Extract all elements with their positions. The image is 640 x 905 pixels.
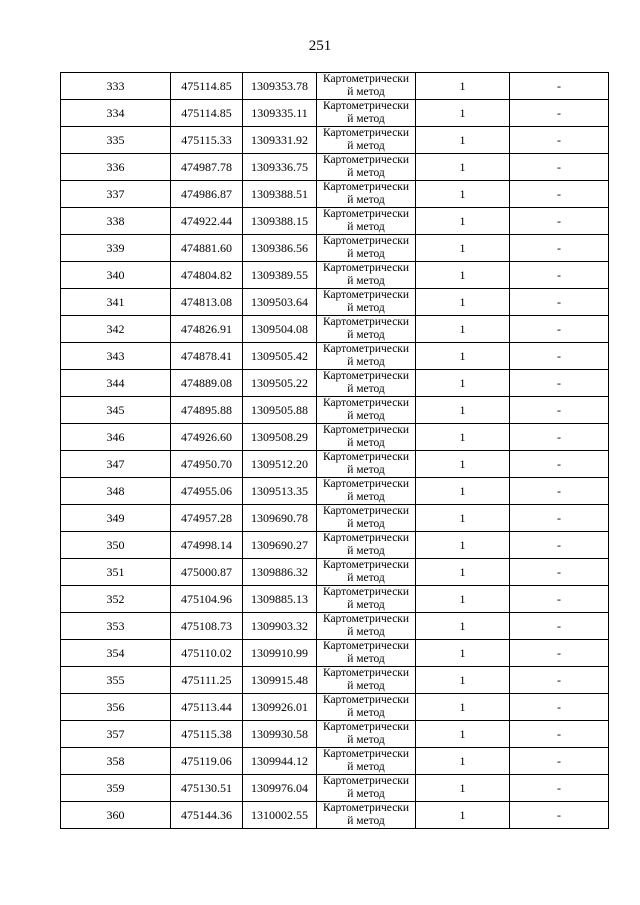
x-coordinate-cell: 474950.70 — [171, 451, 243, 478]
point-number-cell: 343 — [61, 343, 171, 370]
point-number-cell: 356 — [61, 694, 171, 721]
accuracy-cell: 1 — [416, 640, 510, 667]
accuracy-cell: 1 — [416, 208, 510, 235]
method-cell: Картометрически й метод — [317, 802, 416, 829]
note-cell: - — [510, 154, 609, 181]
table-row — [61, 370, 609, 397]
table-row — [61, 802, 609, 829]
note-cell: - — [510, 721, 609, 748]
accuracy-cell: 1 — [416, 559, 510, 586]
method-cell: Картометрически й метод — [317, 559, 416, 586]
y-coordinate-cell: 1309513.35 — [243, 478, 317, 505]
method-cell: Картометрически й метод — [317, 586, 416, 613]
point-number-cell: 360 — [61, 802, 171, 829]
method-cell: Картометрически й метод — [317, 667, 416, 694]
x-coordinate-cell: 474998.14 — [171, 532, 243, 559]
x-coordinate-cell: 475110.02 — [171, 640, 243, 667]
point-number-cell: 355 — [61, 667, 171, 694]
note-cell: - — [510, 397, 609, 424]
x-coordinate-cell: 474922.44 — [171, 208, 243, 235]
y-coordinate-cell: 1309903.32 — [243, 613, 317, 640]
point-number-cell: 347 — [61, 451, 171, 478]
method-cell: Картометрически й метод — [317, 532, 416, 559]
y-coordinate-cell: 1309886.32 — [243, 559, 317, 586]
point-number-cell: 358 — [61, 748, 171, 775]
accuracy-cell: 1 — [416, 316, 510, 343]
accuracy-cell: 1 — [416, 370, 510, 397]
accuracy-cell: 1 — [416, 478, 510, 505]
note-cell: - — [510, 478, 609, 505]
note-cell: - — [510, 505, 609, 532]
x-coordinate-cell: 475114.85 — [171, 73, 243, 100]
y-coordinate-cell: 1309505.42 — [243, 343, 317, 370]
y-coordinate-cell: 1309505.22 — [243, 370, 317, 397]
point-number-cell: 354 — [61, 640, 171, 667]
table-row — [61, 316, 609, 343]
table-row — [61, 505, 609, 532]
y-coordinate-cell: 1309944.12 — [243, 748, 317, 775]
method-cell: Картометрически й метод — [317, 208, 416, 235]
note-cell: - — [510, 181, 609, 208]
table-row — [61, 100, 609, 127]
method-cell: Картометрически й метод — [317, 127, 416, 154]
point-number-cell: 346 — [61, 424, 171, 451]
x-coordinate-cell: 475000.87 — [171, 559, 243, 586]
accuracy-cell: 1 — [416, 289, 510, 316]
x-coordinate-cell: 475114.85 — [171, 100, 243, 127]
method-cell: Картометрически й метод — [317, 289, 416, 316]
method-cell: Картометрически й метод — [317, 613, 416, 640]
table-row — [61, 451, 609, 478]
x-coordinate-cell: 475130.51 — [171, 775, 243, 802]
y-coordinate-cell: 1309690.78 — [243, 505, 317, 532]
note-cell: - — [510, 748, 609, 775]
table-row — [61, 478, 609, 505]
x-coordinate-cell: 475104.96 — [171, 586, 243, 613]
y-coordinate-cell: 1309690.27 — [243, 532, 317, 559]
note-cell: - — [510, 208, 609, 235]
method-cell: Картометрически й метод — [317, 694, 416, 721]
x-coordinate-cell: 475108.73 — [171, 613, 243, 640]
table-row — [61, 235, 609, 262]
point-number-cell: 352 — [61, 586, 171, 613]
note-cell: - — [510, 802, 609, 829]
table-row — [61, 694, 609, 721]
accuracy-cell: 1 — [416, 343, 510, 370]
note-cell: - — [510, 235, 609, 262]
note-cell: - — [510, 694, 609, 721]
note-cell: - — [510, 73, 609, 100]
table-row — [61, 586, 609, 613]
table-row — [61, 424, 609, 451]
x-coordinate-cell: 475119.06 — [171, 748, 243, 775]
x-coordinate-cell: 474957.28 — [171, 505, 243, 532]
coordinates-table — [60, 72, 609, 829]
method-cell: Картометрически й метод — [317, 100, 416, 127]
accuracy-cell: 1 — [416, 100, 510, 127]
point-number-cell: 359 — [61, 775, 171, 802]
y-coordinate-cell: 1309388.51 — [243, 181, 317, 208]
y-coordinate-cell: 1309508.29 — [243, 424, 317, 451]
table-row — [61, 559, 609, 586]
point-number-cell: 341 — [61, 289, 171, 316]
accuracy-cell: 1 — [416, 586, 510, 613]
point-number-cell: 338 — [61, 208, 171, 235]
accuracy-cell: 1 — [416, 424, 510, 451]
point-number-cell: 351 — [61, 559, 171, 586]
y-coordinate-cell: 1309512.20 — [243, 451, 317, 478]
accuracy-cell: 1 — [416, 127, 510, 154]
accuracy-cell: 1 — [416, 73, 510, 100]
point-number-cell: 344 — [61, 370, 171, 397]
table-row — [61, 532, 609, 559]
note-cell: - — [510, 370, 609, 397]
method-cell: Картометрически й метод — [317, 262, 416, 289]
note-cell: - — [510, 775, 609, 802]
y-coordinate-cell: 1310002.55 — [243, 802, 317, 829]
note-cell: - — [510, 559, 609, 586]
y-coordinate-cell: 1309386.56 — [243, 235, 317, 262]
note-cell: - — [510, 424, 609, 451]
x-coordinate-cell: 474986.87 — [171, 181, 243, 208]
y-coordinate-cell: 1309976.04 — [243, 775, 317, 802]
note-cell: - — [510, 100, 609, 127]
point-number-cell: 345 — [61, 397, 171, 424]
table-row — [61, 127, 609, 154]
y-coordinate-cell: 1309335.11 — [243, 100, 317, 127]
accuracy-cell: 1 — [416, 154, 510, 181]
x-coordinate-cell: 475115.33 — [171, 127, 243, 154]
y-coordinate-cell: 1309930.58 — [243, 721, 317, 748]
table-row — [61, 667, 609, 694]
note-cell: - — [510, 532, 609, 559]
point-number-cell: 350 — [61, 532, 171, 559]
method-cell: Картометрически й метод — [317, 505, 416, 532]
point-number-cell: 334 — [61, 100, 171, 127]
note-cell: - — [510, 667, 609, 694]
method-cell: Картометрически й метод — [317, 370, 416, 397]
point-number-cell: 357 — [61, 721, 171, 748]
table-row — [61, 289, 609, 316]
table-row — [61, 73, 609, 100]
page-number: 251 — [308, 38, 332, 54]
y-coordinate-cell: 1309505.88 — [243, 397, 317, 424]
accuracy-cell: 1 — [416, 235, 510, 262]
y-coordinate-cell: 1309336.75 — [243, 154, 317, 181]
point-number-cell: 339 — [61, 235, 171, 262]
y-coordinate-cell: 1309915.48 — [243, 667, 317, 694]
note-cell: - — [510, 289, 609, 316]
table-row — [61, 397, 609, 424]
point-number-cell: 340 — [61, 262, 171, 289]
table-row — [61, 208, 609, 235]
method-cell: Картометрически й метод — [317, 451, 416, 478]
y-coordinate-cell: 1309331.92 — [243, 127, 317, 154]
point-number-cell: 349 — [61, 505, 171, 532]
note-cell: - — [510, 640, 609, 667]
x-coordinate-cell: 474881.60 — [171, 235, 243, 262]
accuracy-cell: 1 — [416, 451, 510, 478]
x-coordinate-cell: 474813.08 — [171, 289, 243, 316]
accuracy-cell: 1 — [416, 397, 510, 424]
method-cell: Картометрически й метод — [317, 424, 416, 451]
point-number-cell: 333 — [61, 73, 171, 100]
point-number-cell: 335 — [61, 127, 171, 154]
coordinates-table-body — [61, 73, 609, 829]
y-coordinate-cell: 1309388.15 — [243, 208, 317, 235]
point-number-cell: 353 — [61, 613, 171, 640]
method-cell: Картометрически й метод — [317, 316, 416, 343]
accuracy-cell: 1 — [416, 181, 510, 208]
method-cell: Картометрически й метод — [317, 478, 416, 505]
y-coordinate-cell: 1309910.99 — [243, 640, 317, 667]
x-coordinate-cell: 475115.38 — [171, 721, 243, 748]
x-coordinate-cell: 475111.25 — [171, 667, 243, 694]
y-coordinate-cell: 1309926.01 — [243, 694, 317, 721]
note-cell: - — [510, 316, 609, 343]
note-cell: - — [510, 127, 609, 154]
method-cell: Картометрически й метод — [317, 181, 416, 208]
y-coordinate-cell: 1309503.64 — [243, 289, 317, 316]
accuracy-cell: 1 — [416, 532, 510, 559]
x-coordinate-cell: 475113.44 — [171, 694, 243, 721]
table-row — [61, 343, 609, 370]
method-cell: Картометрически й метод — [317, 154, 416, 181]
y-coordinate-cell: 1309353.78 — [243, 73, 317, 100]
point-number-cell: 348 — [61, 478, 171, 505]
x-coordinate-cell: 474955.06 — [171, 478, 243, 505]
method-cell: Картометрически й метод — [317, 721, 416, 748]
x-coordinate-cell: 475144.36 — [171, 802, 243, 829]
point-number-cell: 336 — [61, 154, 171, 181]
x-coordinate-cell: 474804.82 — [171, 262, 243, 289]
table-row — [61, 721, 609, 748]
method-cell: Картометрически й метод — [317, 640, 416, 667]
accuracy-cell: 1 — [416, 667, 510, 694]
note-cell: - — [510, 451, 609, 478]
accuracy-cell: 1 — [416, 505, 510, 532]
method-cell: Картометрически й метод — [317, 73, 416, 100]
x-coordinate-cell: 474826.91 — [171, 316, 243, 343]
x-coordinate-cell: 474878.41 — [171, 343, 243, 370]
x-coordinate-cell: 474987.78 — [171, 154, 243, 181]
method-cell: Картометрически й метод — [317, 343, 416, 370]
table-row — [61, 775, 609, 802]
method-cell: Картометрически й метод — [317, 397, 416, 424]
table-row — [61, 181, 609, 208]
note-cell: - — [510, 613, 609, 640]
note-cell: - — [510, 262, 609, 289]
accuracy-cell: 1 — [416, 613, 510, 640]
x-coordinate-cell: 474926.60 — [171, 424, 243, 451]
accuracy-cell: 1 — [416, 721, 510, 748]
table-row — [61, 640, 609, 667]
accuracy-cell: 1 — [416, 802, 510, 829]
method-cell: Картометрически й метод — [317, 748, 416, 775]
note-cell: - — [510, 343, 609, 370]
method-cell: Картометрически й метод — [317, 235, 416, 262]
point-number-cell: 337 — [61, 181, 171, 208]
method-cell: Картометрически й метод — [317, 775, 416, 802]
y-coordinate-cell: 1309885.13 — [243, 586, 317, 613]
x-coordinate-cell: 474889.08 — [171, 370, 243, 397]
accuracy-cell: 1 — [416, 262, 510, 289]
note-cell: - — [510, 586, 609, 613]
point-number-cell: 342 — [61, 316, 171, 343]
table-row — [61, 154, 609, 181]
y-coordinate-cell: 1309504.08 — [243, 316, 317, 343]
table-row — [61, 613, 609, 640]
x-coordinate-cell: 474895.88 — [171, 397, 243, 424]
accuracy-cell: 1 — [416, 775, 510, 802]
accuracy-cell: 1 — [416, 694, 510, 721]
table-row — [61, 262, 609, 289]
table-row — [61, 748, 609, 775]
accuracy-cell: 1 — [416, 748, 510, 775]
y-coordinate-cell: 1309389.55 — [243, 262, 317, 289]
